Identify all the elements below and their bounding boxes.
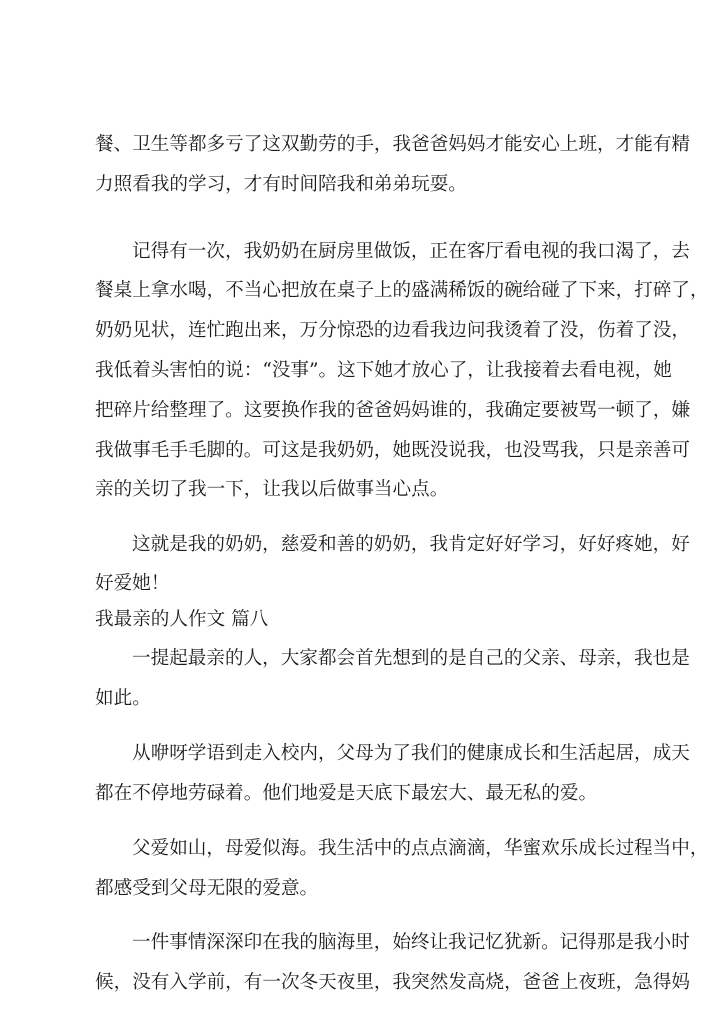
paragraph-line: 从咿呀学语到走入校内，父母为了我们的健康成长和生活起居，成天 — [132, 743, 690, 764]
paragraph-line: 记得有一次，我奶奶在厨房里做饭，正在客厅看电视的我口渴了，去 — [132, 241, 690, 262]
paragraph-line: 这就是我的奶奶，慈爱和善的奶奶，我肯定好好学习，好好疼她，好 — [132, 534, 690, 555]
paragraph-line: 奶奶见状，连忙跑出来，万分惊恐的边看我边问我烫着了没，伤着了没， — [95, 320, 691, 341]
paragraph-line: 亲的关切了我一下，让我以后做事当心点。 — [95, 479, 449, 500]
section-heading: 我最亲的人作文 篇八 — [95, 609, 269, 630]
paragraph-line: 我做事毛手毛脚的。可这是我奶奶，她既没说我，也没骂我，只是亲善可 — [95, 440, 691, 461]
paragraph-line: 父爱如山，母爱似海。我生活中的点点滴滴，华蜜欢乐成长过程当中， — [132, 838, 709, 859]
paragraph-line: 好爱她！ — [95, 573, 170, 594]
paragraph-line: 一件事情深深印在我的脑海里，始终让我记忆犹新。记得那是我小时 — [132, 932, 690, 953]
paragraph-line: 都在不停地劳碌着。他们地爱是天底下最宏大、最无私的爱。 — [95, 783, 598, 804]
paragraph-line: 都感受到父母无限的爱意。 — [95, 878, 319, 899]
paragraph-line: 餐桌上拿水喝，不当心把放在桌子上的盛满稀饭的碗给碰了下来，打碎了， — [95, 280, 709, 301]
paragraph-line: 把碎片给整理了。这要换作我的爸爸妈妈谁的，我确定要被骂一顿了，嫌 — [95, 400, 691, 421]
paragraph-line: 一提起最亲的人，大家都会首先想到的是自己的父亲、母亲，我也是 — [132, 648, 690, 669]
paragraph-line: 餐、卫生等都多亏了这双勤劳的手，我爸爸妈妈才能安心上班，才能有精 — [95, 134, 691, 155]
paragraph-line: 候，没有入学前，有一次冬天夜里，我突然发高烧，爸爸上夜班，急得妈 — [95, 972, 691, 993]
paragraph-line: 我低着头害怕的说：“没事”。这下她才放心了，让我接着去看电视，她 — [95, 360, 672, 381]
paragraph-line: 如此。 — [95, 688, 151, 709]
paragraph-line: 力照看我的学习，才有时间陪我和弟弟玩耍。 — [95, 174, 467, 195]
